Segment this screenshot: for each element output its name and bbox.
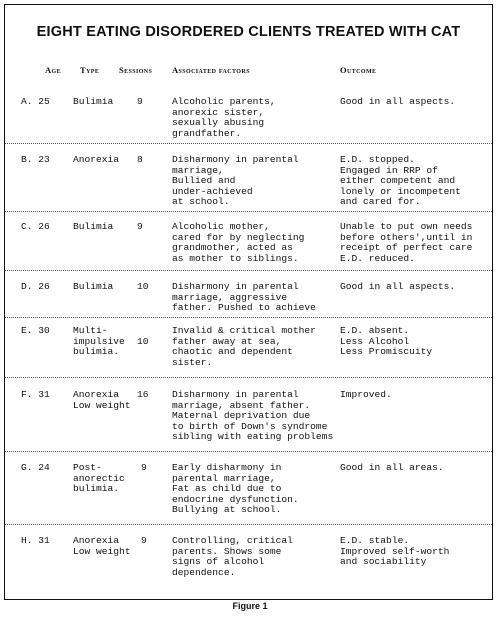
row-divider [5,377,492,378]
row-g-sessions: 9 [141,462,147,473]
row-d-age: D. 26 [21,281,50,292]
row-b-sessions: 8 [137,154,143,165]
row-a-sessions: 9 [137,96,143,107]
row-divider [5,270,492,271]
table-title: EIGHT EATING DISORDERED CLIENTS TREATED WITH CAT [36,24,461,40]
row-d-factors: Disharmony in parental marriage, aggressive father. Pushed to achieve [172,281,316,314]
row-c-outcome: Unable to put own needs before others',until in receipt of perfect care E.D. reduced. [340,221,473,264]
row-f-factors: Disharmony in parental marriage, absent father. Maternal deprivation due to birth of Down's syndrome sibling with eating problems [172,389,334,443]
row-g-type: Post- anorectic bulimia. [73,462,125,495]
row-b-age: B. 23 [21,154,50,165]
row-f-age: F. 31 [21,389,50,400]
row-h-factors: Controlling, critical parents. Shows some signs of alcohol dependence. [172,535,293,578]
row-a-factors: Alcoholic parents, anorexic sister, sexually abusing grandfather. [172,96,276,139]
row-c-sessions: 9 [137,221,143,232]
row-c-factors: Alcoholic mother, cared for by neglecting grandmother, acted as as mother to siblings. [172,221,305,264]
row-d-type: Bulimia [73,281,114,292]
figure-caption: Figure 1 [232,601,268,611]
row-a-outcome: Good in all aspects. [340,96,456,107]
column-header-age: Age [45,65,62,75]
row-divider [5,143,492,144]
row-f-type: Anorexia Low weight [73,389,131,411]
row-e-sessions: 10 [137,336,149,347]
row-f-sessions: 16 [137,389,149,400]
column-header-sessions: Sessions [119,65,153,75]
row-h-type: Anorexia Low weight [73,535,131,557]
row-h-age: H. 31 [21,535,50,546]
row-g-outcome: Good in all areas. [340,462,444,473]
row-g-age: G. 24 [21,462,50,473]
row-f-outcome: Improved. [340,389,392,400]
row-d-sessions: 10 [137,281,149,292]
row-h-outcome: E.D. stable. Improved self-worth and sociability [340,535,450,568]
row-e-factors: Invalid & critical mother father away at sea, chaotic and dependent sister. [172,325,316,368]
row-h-sessions: 9 [141,535,147,546]
row-b-outcome: E.D. stopped. Engaged in RRP of either competent and lonely or incompetent and cared for. [340,154,461,208]
row-b-type: Anorexia [73,154,120,165]
row-divider [5,317,492,318]
row-divider [5,451,492,452]
row-e-outcome: E.D. absent. Less Alcohol Less Promiscuity [340,325,433,358]
row-g-factors: Early disharmony in parental marriage, Fat as child due to endocrine dysfunction. Bullying at school. [172,462,299,516]
column-header-associated-factors: Associated factors [172,65,250,75]
row-c-age: C. 26 [21,221,50,232]
row-a-type: Bulimia [73,96,114,107]
row-b-factors: Disharmony in parental marriage, Bullied and under-achieved at school. [172,154,299,208]
row-a-age: A. 25 [21,96,50,107]
row-d-outcome: Good in all aspects. [340,281,456,292]
column-header-outcome: Outcome [340,65,377,75]
row-e-age: E. 30 [21,325,50,336]
row-divider [5,211,492,212]
row-c-type: Bulimia [73,221,114,232]
row-divider [5,524,492,525]
column-header-type: Type [80,65,100,75]
row-e-type: Multi- impulsive bulimia. [73,325,125,358]
